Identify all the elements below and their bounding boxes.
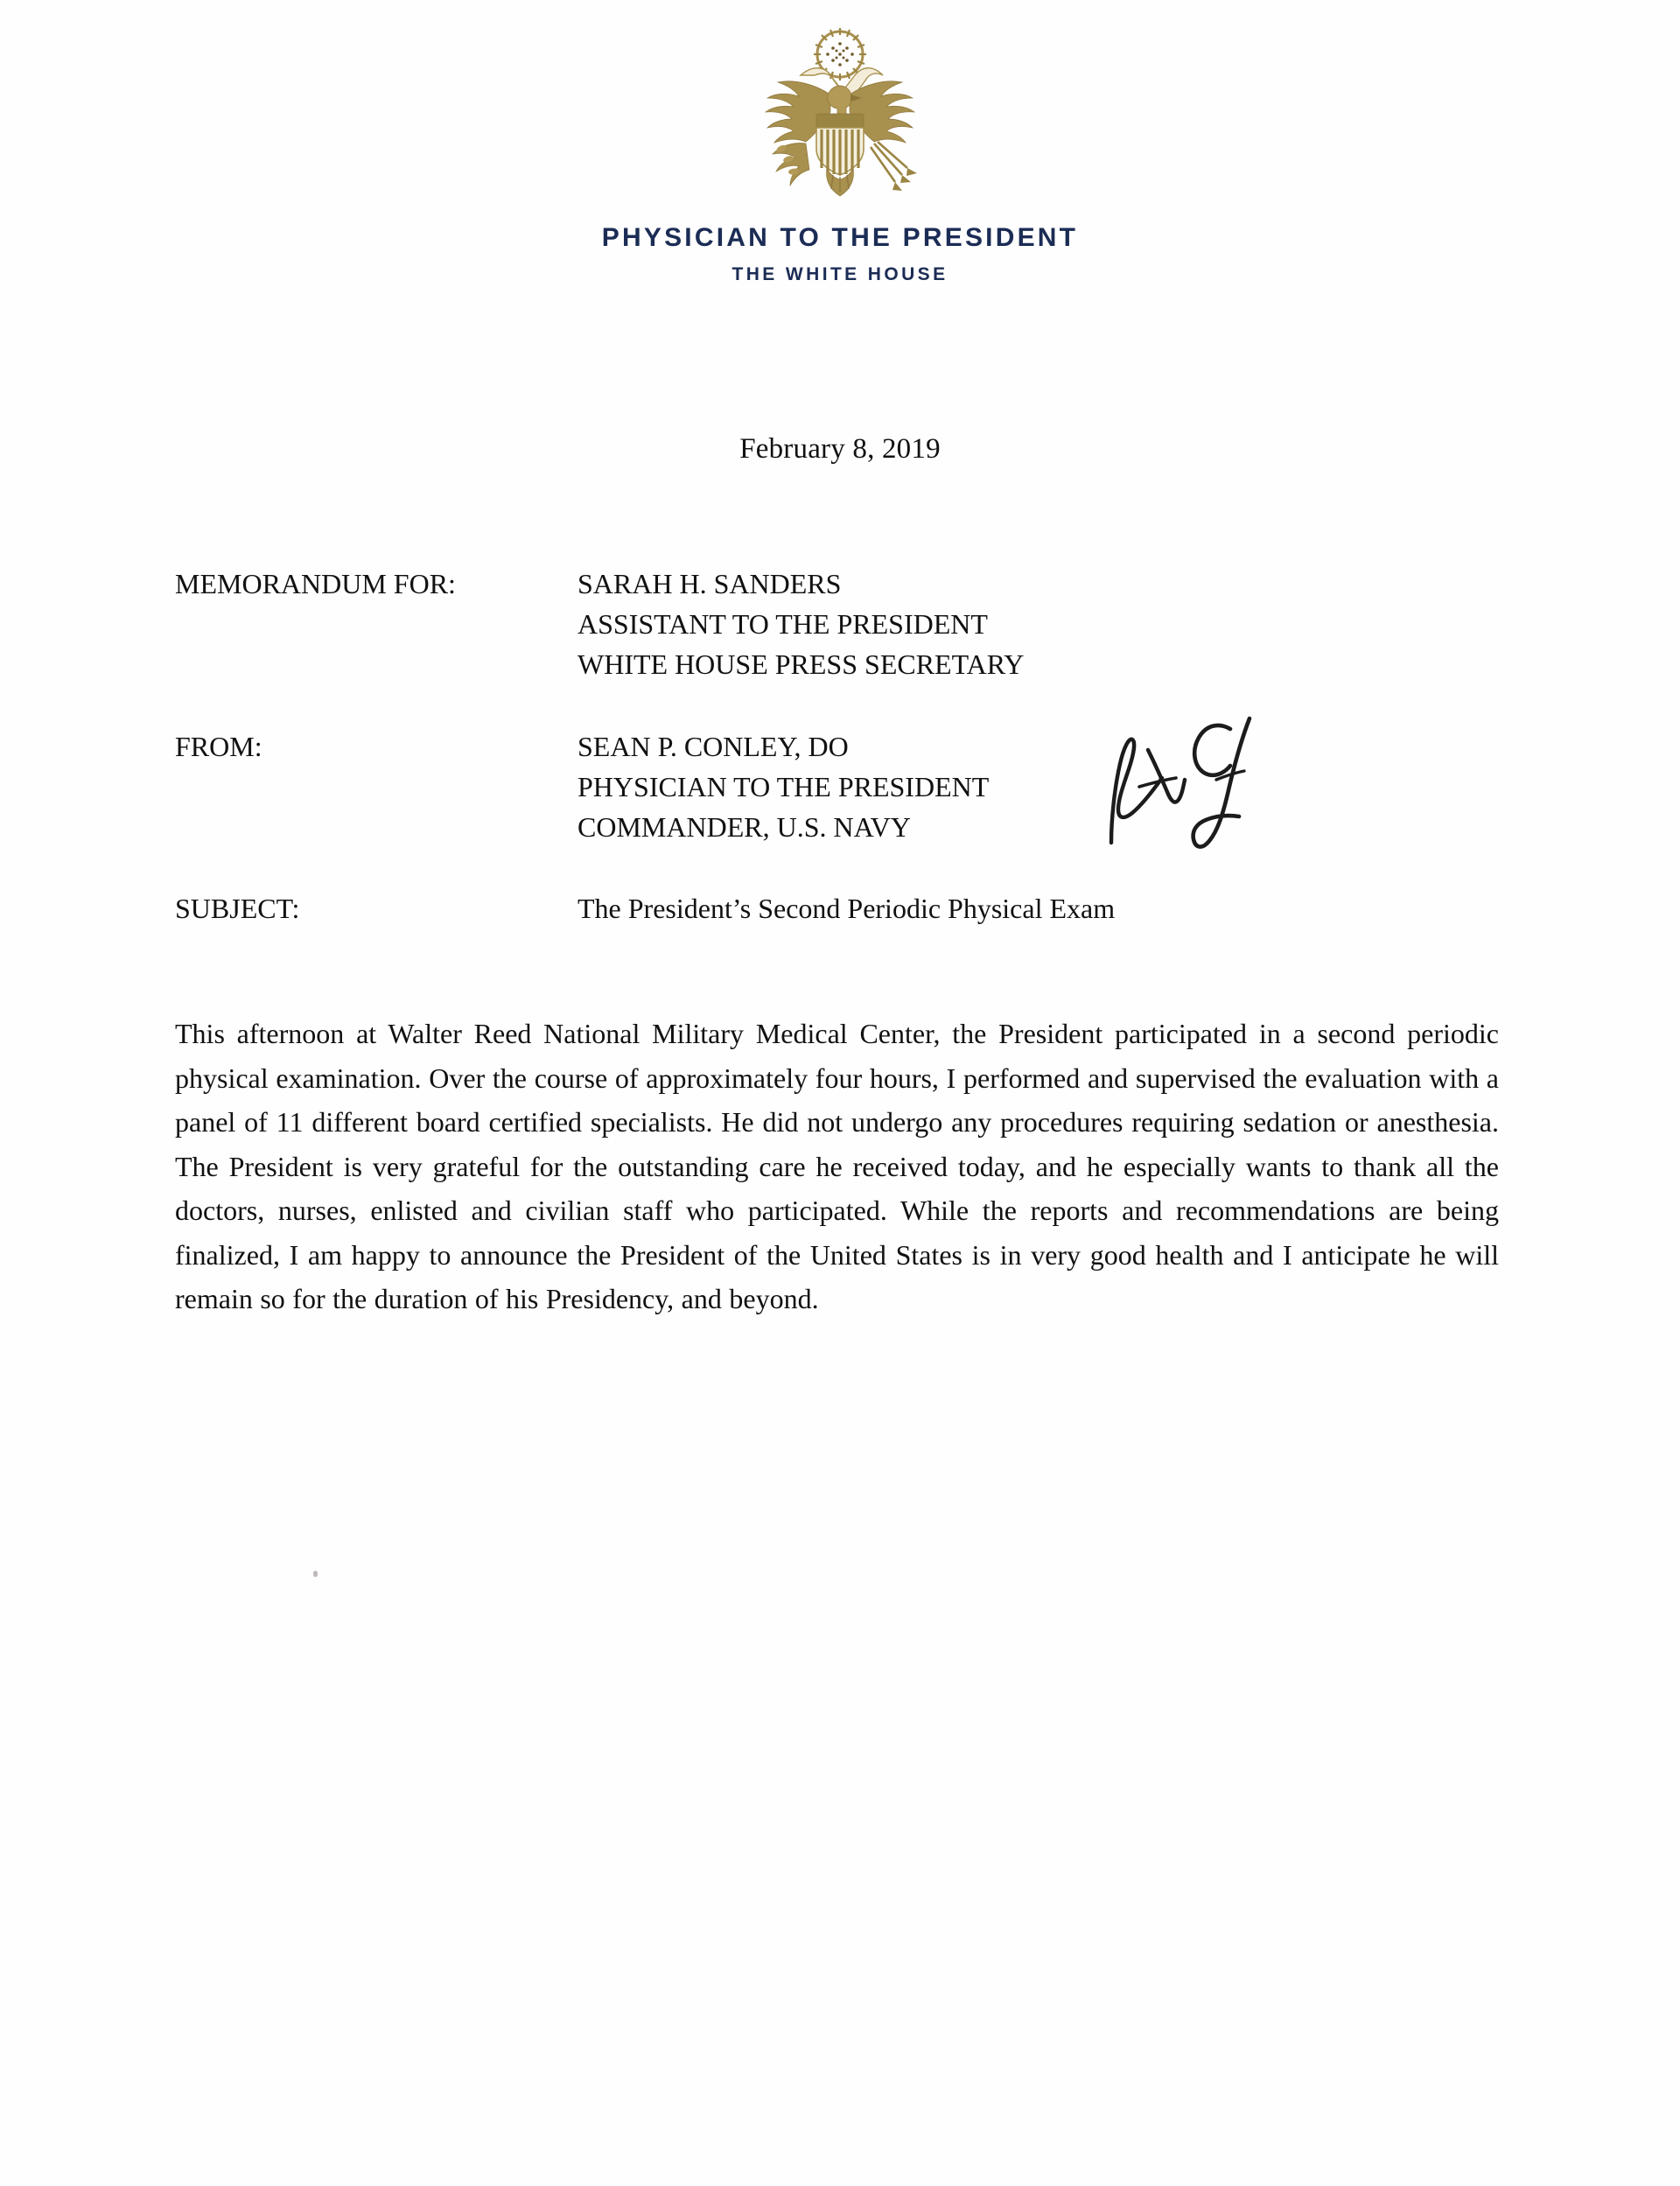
letterhead-title: PHYSICIAN TO THE PRESIDENT [601,223,1079,252]
subject-values [578,889,1505,928]
addressee-title-1: ASSISTANT TO THE PRESIDENT [578,608,988,640]
great-seal-of-the-united-states-icon [739,21,941,200]
memorandum-for-label: MEMORANDUM FOR: [175,568,456,599]
sender-title-1: PHYSICIAN TO THE PRESIDENT [578,771,990,802]
sender-title-2: COMMANDER, U.S. NAVY [578,811,911,843]
subject-text: The President’s Second Periodic Physical Exam [578,893,1116,924]
addressee-name: SARAH H. SANDERS [578,568,842,599]
addressee-title-2: WHITE HOUSE PRESS SECRETARY [578,648,1025,680]
date-line: February 8, 2019 [739,433,941,465]
memo-header-block [175,564,1505,970]
from-label: FROM: [175,731,262,762]
body-paragraph: This afternoon at Walter Reed National Military Medical Center, the President participated in a second periodic physical examination. Over the course of approximately four hours, I performed and supervised the evaluation with a panel of 11 different board certified specialists. He did not undergo any procedures requiring sedation or anesthesia. The President is very grateful for the outstanding care he received today, and he especially wants to thank all the doctors, nurses, enlisted and civilian staff who participated. While the reports and recommendations are being finalized, I am happy to announce the President of the United States is in very good health and I anticipate he will remain so for the duration of his Presidency, and beyond. [175,1018,1499,1314]
memo-row-sender [175,726,1505,847]
subject-label: SUBJECT: [175,893,300,924]
letterhead-subtitle: THE WHITE HOUSE [732,264,948,284]
sender-name: SEAN P. CONLEY, DO [578,731,849,762]
memo-row-addressee [175,564,1505,684]
memorandum-for-values [578,564,1505,684]
letterhead [0,0,1680,284]
from-values [578,726,1505,847]
memo-row-subject [175,889,1505,928]
scan-speck [313,1571,318,1577]
